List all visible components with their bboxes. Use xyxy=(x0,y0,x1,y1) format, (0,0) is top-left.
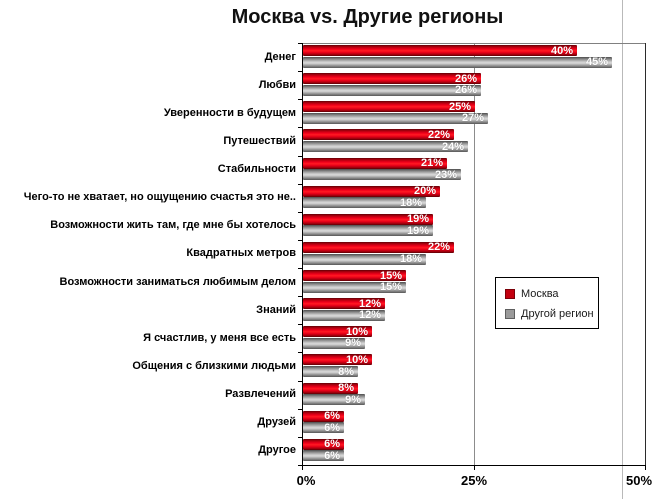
y-axis-tick xyxy=(298,184,302,185)
category-label: Квадратных метров xyxy=(186,247,296,260)
bar-value-label: 23% xyxy=(434,168,457,181)
bar-value-label: 45% xyxy=(585,56,608,69)
x-axis-tick xyxy=(645,466,646,470)
x-axis-tick-label: 50% xyxy=(625,473,653,488)
bar-region xyxy=(303,197,426,208)
bar-region xyxy=(303,113,488,124)
plot-right-border xyxy=(645,43,646,466)
category-label: Развлечений xyxy=(225,388,296,401)
bar-region xyxy=(303,366,358,377)
bar-value-label: 18% xyxy=(399,253,422,266)
bar-value-label: 12% xyxy=(358,297,381,310)
bar-value-label: 9% xyxy=(345,337,361,350)
y-axis-tick xyxy=(298,71,302,72)
y-axis-tick xyxy=(298,268,302,269)
category-label: Я счастлив, у меня все есть xyxy=(143,331,296,344)
bar-moscow xyxy=(303,270,406,281)
legend-swatch-moscow-icon xyxy=(505,289,515,299)
bar-region xyxy=(303,422,344,433)
bar-value-label: 6% xyxy=(324,438,340,451)
category-label: Друзей xyxy=(257,416,296,429)
plot-top-border xyxy=(302,43,646,44)
legend-label-region: Другой регион xyxy=(521,308,594,320)
chart-title: Москва vs. Другие регионы xyxy=(231,6,504,28)
bar-value-label: 19% xyxy=(406,213,429,226)
bar-moscow xyxy=(303,326,372,337)
y-axis-tick xyxy=(298,156,302,157)
bar-moscow xyxy=(303,298,385,309)
bar-value-label: 9% xyxy=(345,393,361,406)
bar-value-label: 15% xyxy=(379,281,402,294)
bar-value-label: 22% xyxy=(427,128,450,141)
bar-value-label: 24% xyxy=(441,140,464,153)
bar-value-label: 10% xyxy=(345,353,368,366)
bar-region xyxy=(303,57,612,68)
bar-region xyxy=(303,254,426,265)
bar-moscow xyxy=(303,129,454,140)
y-axis-tick xyxy=(298,99,302,100)
category-label: Путешествий xyxy=(223,134,296,147)
y-axis-tick xyxy=(298,324,302,325)
bar-value-label: 27% xyxy=(461,112,484,125)
legend-label-moscow: Москва xyxy=(521,288,559,300)
x-axis-tick xyxy=(474,466,475,470)
category-label: Другое xyxy=(258,444,296,457)
bar-value-label: 21% xyxy=(420,157,443,170)
bar-value-label: 25% xyxy=(448,100,471,113)
category-label: Денег xyxy=(264,50,296,63)
bar-moscow xyxy=(303,242,454,253)
category-label: Стабильности xyxy=(217,163,296,176)
y-axis-tick xyxy=(298,352,302,353)
bar-region xyxy=(303,338,365,349)
y-axis-tick xyxy=(298,127,302,128)
y-axis-tick xyxy=(298,437,302,438)
legend-item-region xyxy=(505,304,598,324)
bar-value-label: 6% xyxy=(324,449,340,462)
category-label: Знаний xyxy=(256,303,296,316)
bar-value-label: 26% xyxy=(454,72,477,85)
y-axis-tick xyxy=(298,296,302,297)
bar-value-label: 8% xyxy=(338,382,354,395)
bar-moscow xyxy=(303,158,447,169)
bar-value-label: 40% xyxy=(550,44,573,57)
bar-value-label: 6% xyxy=(324,410,340,423)
bar-moscow xyxy=(303,411,344,422)
bar-moscow xyxy=(303,73,481,84)
bar-region xyxy=(303,450,344,461)
x-axis-tick xyxy=(302,466,303,470)
x-axis-tick-label: 25% xyxy=(460,473,488,488)
y-axis-tick xyxy=(298,381,302,382)
bar-region xyxy=(303,141,468,152)
category-label: Уверенности в будущем xyxy=(163,106,296,119)
bar-region xyxy=(303,85,481,96)
bar-moscow xyxy=(303,354,372,365)
y-axis-tick xyxy=(298,465,302,466)
bar-value-label: 6% xyxy=(324,421,340,434)
bar-value-label: 12% xyxy=(358,309,381,322)
y-axis-tick xyxy=(298,43,302,44)
bar-moscow xyxy=(303,214,433,225)
bar-value-label: 8% xyxy=(338,365,354,378)
bar-region xyxy=(303,169,461,180)
bar-value-label: 19% xyxy=(406,224,429,237)
y-axis-tick xyxy=(298,409,302,410)
bar-value-label: 10% xyxy=(345,325,368,338)
bar-moscow xyxy=(303,439,344,450)
legend-item-moscow xyxy=(505,284,598,304)
category-label: Возможности жить там, где мне бы хотелось xyxy=(50,219,296,232)
category-label: Возможности заниматься любимым делом xyxy=(59,275,296,288)
bar-value-label: 15% xyxy=(379,269,402,282)
bar-value-label: 26% xyxy=(454,84,477,97)
bar-region xyxy=(303,310,385,321)
y-axis-tick xyxy=(298,240,302,241)
legend-swatch-region-icon xyxy=(505,309,515,319)
x-axis-tick-label: 0% xyxy=(296,473,316,488)
bar-value-label: 18% xyxy=(399,196,422,209)
bar-moscow xyxy=(303,383,358,394)
bar-moscow xyxy=(303,101,475,112)
y-axis-tick xyxy=(298,212,302,213)
value-axis-line xyxy=(298,465,646,466)
bar-value-label: 20% xyxy=(413,185,436,198)
bar-moscow xyxy=(303,186,440,197)
bar-value-label: 22% xyxy=(427,241,450,254)
bar-moscow xyxy=(303,45,577,56)
bar-region xyxy=(303,225,433,236)
category-label: Общения с близкими людьми xyxy=(132,359,296,372)
category-axis-line xyxy=(302,43,303,466)
vertical-divider-line xyxy=(622,0,623,499)
category-label: Чего-то не хватает, но ощущению счастья это не.. xyxy=(23,191,296,204)
legend xyxy=(495,277,599,329)
bar-region xyxy=(303,394,365,405)
bar-region xyxy=(303,282,406,293)
category-label: Любви xyxy=(258,78,296,91)
